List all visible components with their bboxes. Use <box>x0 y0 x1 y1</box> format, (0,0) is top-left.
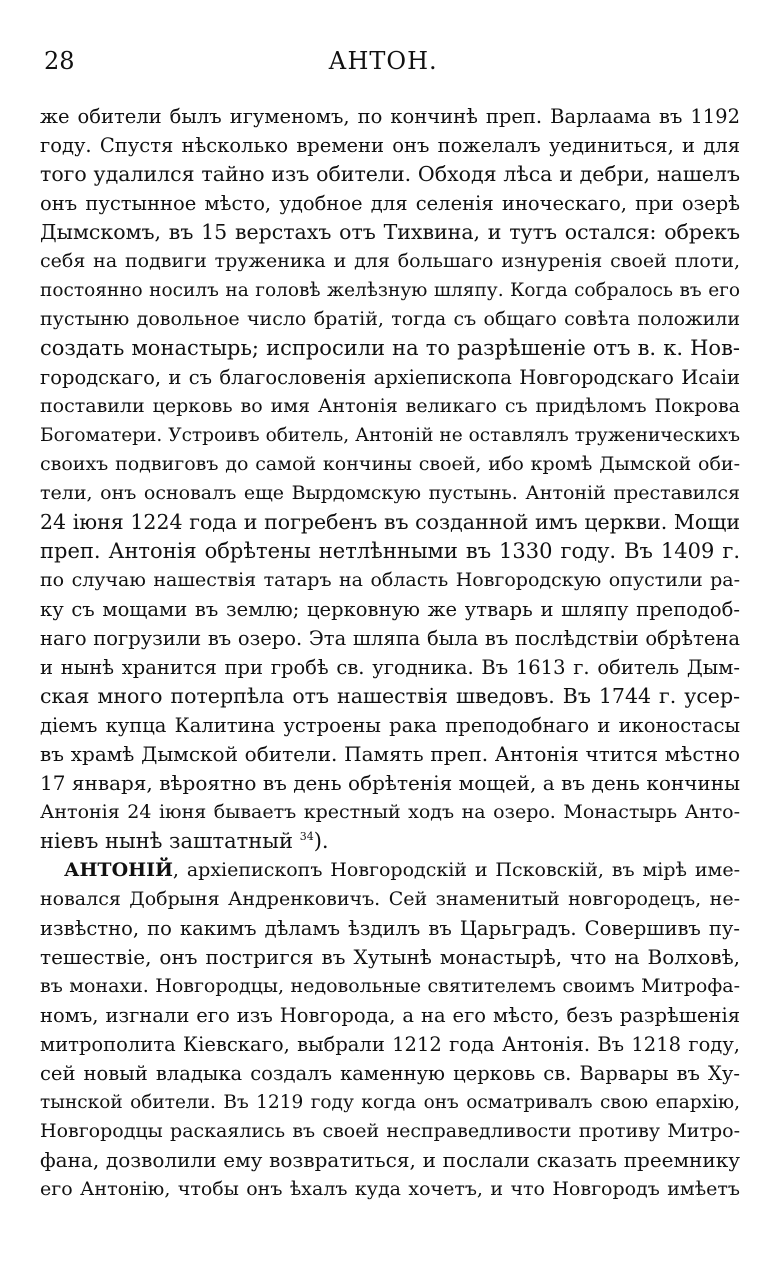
text-line: фана, дозволили ему возвратиться, и послали сказать преемнику <box>40 1148 740 1172</box>
line-text: , архіепископъ Новгородскій и Псковскій, въ мірѣ име- <box>172 859 740 881</box>
closing-punctuation: ). <box>313 829 329 853</box>
text-line: діемъ купца Калитина устроены рака преподобнаго и иконостасы <box>40 714 740 737</box>
page-number: 28 <box>44 47 75 75</box>
text-line: Дымскомъ, въ 15 верстахъ отъ Тихвина, и тутъ остался: обрекъ <box>40 220 740 244</box>
text-line: его Антонію, чтобы онъ ѣхалъ куда хочетъ, и что Новгородъ имѣетъ <box>40 1178 740 1200</box>
text-line: въ храмѣ Дымской обители. Память преп. Антонія чтится мѣстно <box>40 742 740 766</box>
text-line: Новгородцы раскаялись въ своей несправедливости противу Митро- <box>40 1120 740 1142</box>
text-line: ку съ мощами въ землю; церковную же утварь и шляпу преподоб- <box>40 598 740 621</box>
text-line: въ монахи. Новгородцы, недовольные святителемъ своимъ Митрофа- <box>40 975 740 997</box>
text-line: номъ, изгнали его изъ Новгорода, а на его мѣсто, безъ разрѣшенія <box>40 1004 740 1027</box>
text-line: пустыню довольное число братій, тогда съ общаго совѣта положили <box>40 308 740 330</box>
footnote-marker: 34 <box>299 830 314 843</box>
paragraph-first-line <box>40 856 740 885</box>
text-line: постоянно носилъ на головѣ желѣзную шляпу. Когда собралось въ его <box>40 280 740 301</box>
text-line: 24 іюня 1224 года и погребенъ въ созданной имъ церкви. Мощи <box>40 510 740 534</box>
text-line: наго погрузили въ озеро. Эта шляпа была въ послѣдствіи обрѣтена <box>40 627 740 650</box>
text-line: извѣстно, по какимъ дѣламъ ѣздилъ въ Царьградъ. Совершивъ пу- <box>40 917 740 940</box>
text-line: же обители былъ игуменомъ, по кончинѣ преп. Варлаама въ 1192 <box>40 105 740 128</box>
running-head: АНТОН. <box>328 47 438 75</box>
text-line: сей новый владыка создалъ каменную церковь св. Варвары въ Ху- <box>40 1062 740 1085</box>
text-line: митрополита Кіевскаго, выбрали 1212 года Антонія. Въ 1218 году, <box>40 1033 740 1056</box>
text-line: того удалился тайно изъ обители. Обходя лѣса и дебри, нашелъ <box>40 162 740 186</box>
text-line: своихъ подвиговъ до самой кончины своей, ибо кромѣ Дымской оби- <box>40 453 740 475</box>
text-line-paragraph-end <box>40 827 740 856</box>
text-line: создать монастырь; испросили на то разрѣшеніе отъ в. к. Нов- <box>40 336 740 360</box>
text-line: новался Добрыня Андренковичъ. Сей знаменитый новгородецъ, не- <box>40 888 740 910</box>
text-line: ская много потерпѣла отъ нашествія шведовъ. Въ 1744 г. усер- <box>40 684 740 708</box>
text-line: онъ пустынное мѣсто, удобное для селенія иноческаго, при озерѣ <box>40 192 740 215</box>
text-line: преп. Антонія обрѣтены нетлѣнными въ 1330 году. Въ 1409 г. <box>40 539 740 563</box>
text-line: поставили церковь во имя Антонія великаго съ придѣломъ Покрова <box>40 395 740 417</box>
text-line: по случаю нашествія татаръ на область Новгородскую опустили ра- <box>40 569 740 591</box>
body-text <box>40 102 740 1204</box>
line-text: ніевъ нынѣ заштатный <box>40 829 294 853</box>
entry-heading: АНТОНІЙ <box>64 859 173 881</box>
text-line: Антонія 24 іюня бываетъ крестный ходъ на озеро. Монастырь Анто- <box>40 801 740 823</box>
text-line: году. Спустя нѣсколько времени онъ пожелалъ уединиться, и для <box>40 134 740 157</box>
text-line: себя на подвиги труженика и для большаго изнуренія своей плоти, <box>40 250 740 272</box>
text-line: Богоматери. Устроивъ обитель, Антоній не оставлялъ труженическихъ <box>40 425 740 446</box>
text-line: тынской обители. Въ 1219 году когда онъ осматривалъ свою епархію, <box>40 1092 740 1113</box>
text-line: городскаго, и съ благословенія архіепископа Новгородскаго Исаіи <box>40 366 740 389</box>
text-line: тели, онъ основалъ еще Вырдомскую пустынь. Антоній преставился <box>40 482 740 504</box>
text-line: тешествіе, онъ постригся въ Хутынѣ монастырѣ, что на Волховѣ, <box>40 945 740 969</box>
text-line: и нынѣ хранится при гробѣ св. угодника. Въ 1613 г. обитель Дым- <box>40 656 740 679</box>
text-line: 17 января, вѣроятно въ день обрѣтенія мощей, а въ день кончины <box>40 771 740 795</box>
